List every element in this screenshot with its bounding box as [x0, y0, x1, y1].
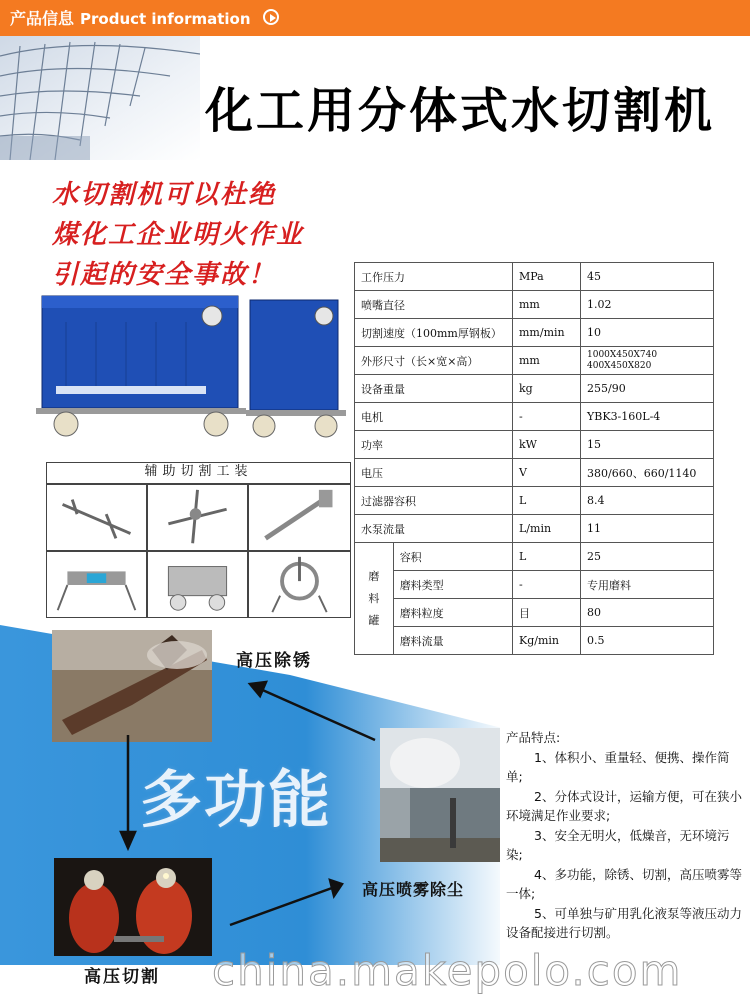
spec-value [581, 319, 714, 347]
spec-unit: L [513, 543, 581, 571]
spec-value-text: 8.4 [587, 494, 605, 507]
spec-value-text: 380/660、660/1140 [587, 466, 697, 480]
spec-name: 过滤器容积 [355, 487, 513, 515]
tool-image [46, 484, 147, 551]
water-cutting-machine-image [36, 292, 356, 442]
spec-row [355, 487, 714, 515]
spec-value-text: 1000X450X740 [587, 349, 658, 360]
spec-unit: mm [513, 347, 581, 375]
rust-removal-photo [52, 630, 212, 742]
feature-item: 2、分体式设计，运输方便，可在狭小环境满足作业要求; [506, 788, 742, 823]
spec-row [355, 599, 714, 627]
spec-value-text: 15 [587, 438, 601, 451]
spec-row [355, 515, 714, 543]
play-arrow-icon[interactable] [263, 9, 279, 25]
spec-name: 容积 [393, 543, 512, 571]
watermark: china.makepolo.com [212, 946, 683, 995]
tool-image [248, 551, 351, 618]
slogan-line-3: 引起的安全事故！ [52, 260, 277, 290]
spec-row [355, 403, 714, 431]
spec-value: 25 [581, 543, 714, 571]
stadium-image [0, 36, 200, 160]
spec-value-text: 1.02 [587, 298, 612, 311]
cutting-photo [54, 858, 212, 956]
slogan-line-1: 水切割机可以杜绝 [52, 180, 277, 210]
spec-name: 切割速度（100mm厚钢板） [355, 319, 513, 347]
spec-row [355, 431, 714, 459]
spec-value [581, 291, 714, 319]
spec-unit: mm [513, 291, 581, 319]
spec-row [355, 543, 714, 571]
spec-name: 水泵流量 [355, 515, 513, 543]
spec-value-text: 11 [587, 522, 601, 535]
tool-image [46, 551, 147, 618]
spec-value [581, 487, 714, 515]
spec-name: 外形尺寸（长×宽×高） [355, 347, 513, 375]
spec-value-text: 10 [587, 326, 601, 339]
spec-unit: kg [513, 375, 581, 403]
spec-value-text-2: 400X450X820 [587, 360, 652, 371]
spec-name: 喷嘴直径 [355, 291, 513, 319]
spec-name: 设备重量 [355, 375, 513, 403]
tool-image [147, 551, 248, 618]
header-title-cn: 产品信息 [10, 9, 75, 28]
slogan-line-2: 煤化工企业明火作业 [52, 220, 305, 250]
spec-table [354, 262, 714, 655]
page-title: 化工用分体式水切割机 [205, 83, 716, 139]
spec-unit: mm/min [513, 319, 581, 347]
spec-row [355, 347, 714, 375]
multifunction-word: 多功能 [140, 763, 333, 836]
spec-name: 电机 [355, 403, 513, 431]
feature-item: 5、可单独与矿用乳化液泵等液压动力设备配接进行切割。 [506, 905, 742, 940]
spec-value [581, 431, 714, 459]
spec-unit: L [513, 487, 581, 515]
spec-row [355, 459, 714, 487]
tools-title: 辅助切割工装 [46, 462, 351, 484]
product-features [506, 728, 744, 943]
spec-name: 工作压力 [355, 263, 513, 291]
abrasive-tank-char: 罐 [368, 613, 380, 627]
spec-name: 功率 [355, 431, 513, 459]
abrasive-tank-char: 磨 [368, 569, 380, 583]
feature-item: 4、多功能，除锈、切割，高压喷雾等一体; [506, 866, 742, 901]
spec-value: 专用磨料 [581, 571, 714, 599]
spec-value [581, 347, 714, 375]
spec-row [355, 319, 714, 347]
spec-row [355, 291, 714, 319]
tool-image [147, 484, 248, 551]
spec-value [581, 375, 714, 403]
spray-dust-photo [380, 728, 500, 862]
spec-value [581, 515, 714, 543]
spec-unit: - [513, 403, 581, 431]
header-title-en: Product information [80, 10, 251, 28]
spec-value [581, 263, 714, 291]
features-list [506, 748, 744, 943]
spec-name: 磨料类型 [393, 571, 512, 599]
spec-unit: - [513, 571, 581, 599]
tool-image [248, 484, 351, 551]
spec-name: 磨料流量 [393, 627, 512, 655]
spec-value-text: 255/90 [587, 382, 626, 395]
spec-value-text: 45 [587, 270, 601, 283]
spec-unit: L/min [513, 515, 581, 543]
abrasive-tank-char: 料 [368, 591, 380, 605]
spec-row [355, 571, 714, 599]
spec-row [355, 263, 714, 291]
spec-value-text: YBK3-160L-4 [587, 410, 661, 423]
spec-unit: kW [513, 431, 581, 459]
spec-name: 电压 [355, 459, 513, 487]
spec-value: 80 [581, 599, 714, 627]
caption-spray-dust: 高压喷雾除尘 [362, 880, 465, 899]
spec-unit: 目 [513, 599, 581, 627]
feature-item: 3、安全无明火，低燥音，无环境污染; [506, 827, 730, 862]
caption-rust-removal: 高压除锈 [236, 651, 312, 671]
header-title [10, 6, 251, 29]
caption-cutting: 高压切割 [84, 967, 160, 987]
spec-value [581, 459, 714, 487]
spec-unit: V [513, 459, 581, 487]
spec-value: 0.5 [581, 627, 714, 655]
spec-row [355, 375, 714, 403]
spec-unit: MPa [513, 263, 581, 291]
features-heading: 产品特点: [506, 730, 561, 745]
spec-name: 磨料粒度 [393, 599, 512, 627]
spec-value [581, 403, 714, 431]
spec-unit: Kg/min [513, 627, 581, 655]
feature-item: 1、体积小、重量轻、便携、操作简单; [506, 749, 730, 784]
